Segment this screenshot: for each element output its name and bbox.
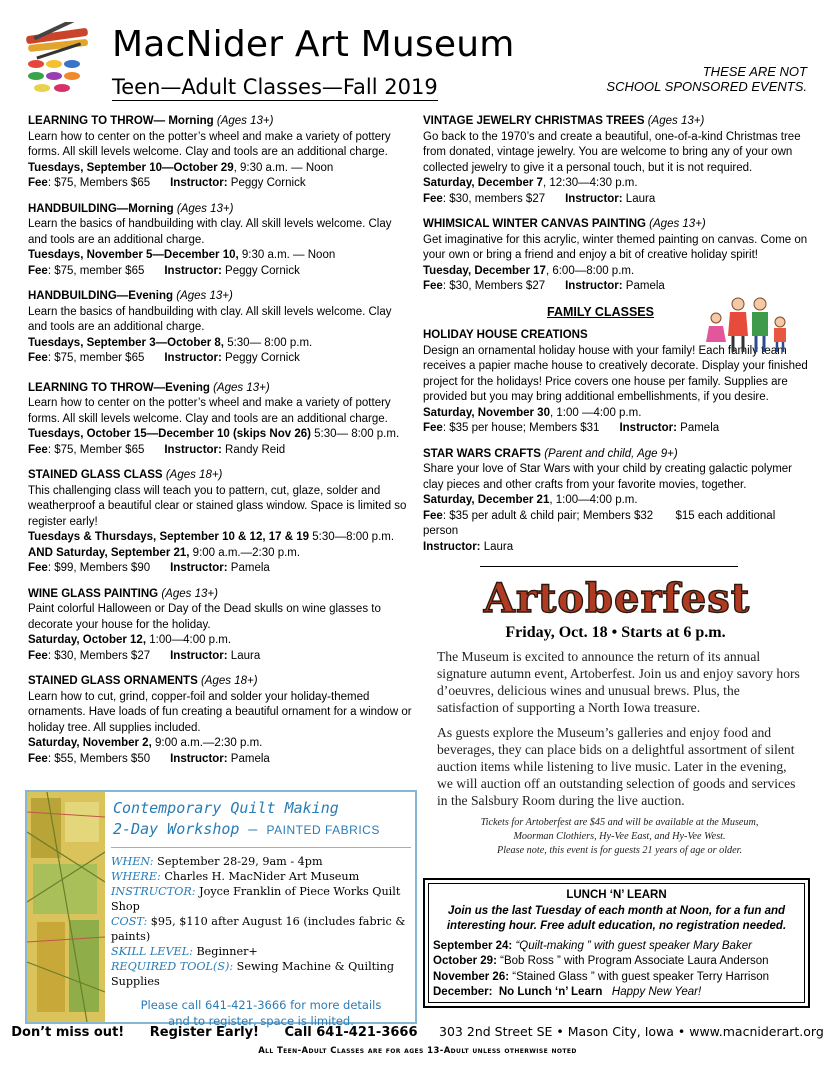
class-name: HOLIDAY HOUSE CREATIONS bbox=[423, 329, 588, 341]
artoberfest-description: The Museum is excited to announce the return of its annual signature autumn event, Artoberfest. Join us and enjoy savory hors d’oeuvres, delicious wines and unusual brews. Plus, the satisfaction of supporting a North Iowa treasure. As guests explore the Museum’s galleries and enjoy food and beverages, they can place bids on a delightful assortment of silent auction items while listening to live music. Later in the evening, we will auction off an outstanding selection of goods and services in the Salsbury Room during the live auction. bbox=[437, 649, 800, 808]
quilt-workshop-title: Contemporary Quilt Making bbox=[113, 799, 339, 817]
quilt-skill-level: Beginner+ bbox=[192, 945, 258, 958]
quilt-workshop-topic: PAINTED FABRICS bbox=[266, 823, 380, 837]
class-ages: (Ages 13+) bbox=[161, 587, 218, 600]
class-instructor: Laura bbox=[480, 540, 514, 553]
class-description: Learn the basics of handbuilding with clay. All skill levels welcome. Clay and tools are an additional charge. bbox=[28, 218, 392, 246]
class-fee: : $75, Member $65 bbox=[47, 443, 145, 456]
class-time: 9:30 a.m. — Noon bbox=[238, 249, 336, 261]
class-time: 1:00—4:00 p.m. bbox=[146, 634, 232, 646]
left-class-column bbox=[28, 114, 413, 777]
class-instructor: Peggy Cornick bbox=[227, 177, 306, 189]
class-instructor: Laura bbox=[622, 192, 656, 205]
footer-dont-miss: Don’t miss out! bbox=[11, 1025, 125, 1040]
footer-address: 303 2nd Street SE • Mason City, Iowa • www.macniderart.org bbox=[439, 1024, 824, 1039]
class-listing: VINTAGE JEWELRY CHRISTMAS TREES (Ages 13+) Go back to the 1970’s and create a beautiful, one-of-a-kind Christmas tree from donated, vintage jewelry. You are welcome to bring any of your own collected jewelry to give it a personal touch, but it is not required. Saturday, December 7, 12:30—4:30 p.m. Fee: $30, members $27 Instructor: Laura bbox=[423, 114, 808, 207]
artoberfest-logo bbox=[430, 568, 805, 624]
quilt-workshop-box: Contemporary Quilt Making 2-Day Workshop – PAINTED FABRICS WHEN: September 28-29, 9am - 4pm WHERE: Charles H. MacNider Art Museum INSTRUCTOR: Joyce Franklin of Piece Works Quilt Shop COST: $95, $110 after August 16 (includes fabric & paints) SKILL LEVEL: Beginner+ REQUIRED TOOL(S): Sewing Machine & Quilting Supplies Please call 641-421-3666 for more details and to register, space is limited. bbox=[25, 790, 417, 1024]
class-description: Get imaginative for this acrylic, winter themed painting on canvas. Come on your own or bring a friend and enjoy a bit of creative holiday spirit! bbox=[423, 233, 808, 261]
class-ages: (Ages 13+) bbox=[649, 218, 706, 230]
class-instructor: Laura bbox=[227, 649, 261, 662]
class-time-2: 9:00 a.m.—2:30 p.m. bbox=[189, 546, 301, 559]
divider bbox=[480, 566, 738, 567]
class-name: STAR WARS CRAFTS bbox=[423, 447, 541, 460]
class-ages: (Ages 18+) bbox=[165, 469, 223, 481]
class-listing: STAINED GLASS CLASS (Ages 18+) This challenging class will teach you to pattern, cut, glaze, solder and weatherproof a beautiful clear or stained glass window. Space is limited so register early! Tuesdays & Thursdays, September 10 & 12, 17 & 19 5:30—8:00 p.m. AND Saturday, September 21, 9:00 a.m.—2:30 p.m. Fee: $99, Members $90 Instructor: Pamela bbox=[28, 468, 413, 577]
class-fee: : $75, Members $65 bbox=[47, 177, 151, 189]
class-listing: HOLIDAY HOUSE CREATIONS Design an ornamental holiday house with your family! Each family team receives a papier mache house to creatively decorate. Display your finished project for the holidays! Price covers one house per family. Supplies are provided but you may bring additional embellishments, if you desire. Saturday, November 30, 1:00 —4:00 p.m. Fee: $35 per house; Members $31 Instructor: Pamela bbox=[423, 329, 808, 434]
class-time: , 1:00 —4:00 p.m. bbox=[549, 406, 642, 419]
class-name: VINTAGE JEWELRY CHRISTMAS TREES bbox=[423, 115, 645, 127]
class-fee: : $30, Members $27 bbox=[442, 280, 546, 292]
artoberfest-date: Friday, Oct. 18 • Starts at 6 p.m. bbox=[505, 624, 726, 641]
class-fee: : $75, member $65 bbox=[47, 352, 145, 364]
class-instructor: Pamela bbox=[676, 422, 720, 434]
class-description: Learn how to center on the potter’s wheel and make a variety of pottery forms. All skill levels welcome. Clay and tools are an additional charge. bbox=[28, 397, 391, 425]
class-ages: (Ages 13+) bbox=[647, 115, 705, 127]
lunch-n-learn-box bbox=[423, 878, 810, 1008]
class-instructor: Randy Reid bbox=[221, 443, 286, 456]
class-name: LEARNING TO THROW—Evening bbox=[28, 381, 210, 394]
quilt-when: September 28-29, 9am - 4pm bbox=[153, 855, 323, 868]
list-item: November 26: “Stained Glass ” with guest speaker Terry Harrison bbox=[433, 970, 769, 983]
class-time: , 12:30—4:30 p.m. bbox=[542, 177, 638, 189]
class-fee: : $55, Members $50 bbox=[47, 752, 151, 765]
class-time: , 9:30 a.m. — Noon bbox=[233, 161, 334, 174]
class-instructor: Pamela bbox=[227, 562, 270, 574]
class-dates: Tuesdays, October 15—December 10 (skips Nov 26) bbox=[28, 428, 311, 440]
class-listing: WHIMSICAL WINTER CANVAS PAINTING (Ages 13+) Get imaginative for this acrylic, winter themed painting on canvas. Come on your own or bring a friend and enjoy a bit of creative holiday spirit! Tuesday, December 17, 6:00—8:00 p.m. Fee: $30, Members $27 Instructor: Pamela bbox=[423, 218, 808, 292]
paint-palette-logo-icon bbox=[22, 22, 94, 98]
class-dates: Tuesdays, November 5—December 10, bbox=[28, 249, 239, 261]
class-dates: Tuesdays, September 10—October 29 bbox=[28, 161, 234, 174]
quilt-call-to-action: Please call 641-421-3666 for more details and to register, space is limited. bbox=[140, 998, 382, 1028]
class-description: This challenging class will teach you to pattern, cut, glaze, solder and weatherproof a beautiful clear or stained glass window. Space is limited so register early! bbox=[28, 484, 407, 528]
footer bbox=[0, 1024, 835, 1040]
class-dates: Tuesdays, September 3—October 8, bbox=[28, 336, 224, 349]
footer-phone: Call 641-421-3666 bbox=[284, 1025, 418, 1040]
quilt-workshop-subtitle: 2-Day Workshop – bbox=[113, 820, 258, 838]
class-listing: HANDBUILDING—Morning (Ages 13+) Learn the basics of handbuilding with clay. All skill levels welcome. Clay and tools are an additional charge. Tuesdays, November 5—December 10, 9:30 a.m. — Noon Fee: $75, member $65 Instructor: Peggy Cornick bbox=[28, 202, 413, 280]
class-description: Paint colorful Halloween or Day of the Dead skulls on wine glasses to decorate your house for the holiday. bbox=[28, 603, 381, 631]
class-fee: : $30, members $27 bbox=[442, 192, 546, 205]
class-time: 9:00 a.m.—2:30 p.m. bbox=[151, 737, 263, 749]
class-dates: Tuesday, December 17 bbox=[423, 264, 546, 277]
class-name: WINE GLASS PAINTING bbox=[28, 587, 159, 600]
class-name: LEARNING TO THROW— Morning bbox=[28, 115, 214, 127]
footer-register: Register Early! bbox=[149, 1025, 259, 1040]
class-ages: (Ages 13+) bbox=[216, 115, 274, 127]
lunch-n-learn-heading: LUNCH ‘N’ LEARN bbox=[566, 889, 667, 901]
class-name: STAINED GLASS CLASS bbox=[28, 469, 163, 481]
lunch-n-learn-intro: Join us the last Tuesday of each month at Noon, for a fun and interesting hour. Free adult education, no registration needed. bbox=[446, 904, 787, 932]
class-dates: Saturday, November 30 bbox=[423, 406, 550, 419]
quilt-image bbox=[27, 792, 105, 1022]
class-instructor: Peggy Cornick bbox=[221, 264, 300, 277]
class-time: , 6:00—8:00 p.m. bbox=[545, 264, 635, 277]
class-dates: Saturday, November 2, bbox=[28, 737, 152, 749]
quilt-instructor: Joyce Franklin of Piece Works Quilt Shop bbox=[111, 885, 401, 913]
class-time: 5:30— 8:00 p.m. bbox=[224, 336, 313, 349]
class-fee: : $30, Members $27 bbox=[47, 649, 151, 662]
class-instructor: Pamela bbox=[227, 752, 270, 765]
class-listing: LEARNING TO THROW—Evening (Ages 13+) Learn how to center on the potter’s wheel and make a variety of pottery forms. All skill levels welcome. Clay and tools are an additional charge. Tuesdays, October 15—December 10 (skips Nov 26) 5:30— 8:00 p.m. Fee: $75, Member $65 Instructor: Randy Reid bbox=[28, 381, 413, 459]
list-item: September 24: “Quilt-making ” with guest speaker Mary Baker bbox=[433, 939, 752, 952]
class-name: STAINED GLASS ORNAMENTS bbox=[28, 675, 198, 687]
class-description: Go back to the 1970’s and create a beautiful, one-of-a-kind Christmas tree from donated, vintage jewelry. You are welcome to bring any of your own collected jewelry to give it a personal touch, but it is not required. bbox=[423, 130, 801, 174]
class-listing: WINE GLASS PAINTING (Ages 13+) Paint colorful Halloween or Day of the Dead skulls on wine glasses to decorate your house for the holiday. Saturday, October 12, 1:00—4:00 p.m. Fee: $30, Members $27 Instructor: Laura bbox=[28, 587, 413, 665]
family-clipart-icon bbox=[704, 296, 790, 354]
class-dates-2: AND Saturday, September 21, bbox=[28, 546, 190, 559]
artoberfest-ticket-info: Tickets for Artoberfest are $45 and will be available at the Museum, Moorman Clothiers, Hy-Vee East, and Hy-Vee West. Please note, this event is for guests 21 years of age or older. bbox=[480, 817, 759, 856]
class-listing: STAR WARS CRAFTS (Parent and child, Age 9+) Share your love of Star Wars with your child by creating galactic polymer clay pieces and other crafts from your favorite movies, together. Saturday, December 21, 1:00—4:00 p.m. Fee: $35 per adult & child pair; Members $32 $15 each additional person Instructor: Laura bbox=[423, 447, 808, 556]
class-dates: Saturday, October 12, bbox=[28, 634, 147, 646]
class-time: 5:30—8:00 p.m. bbox=[309, 531, 395, 543]
class-dates: Saturday, December 7 bbox=[423, 177, 543, 189]
class-description: Share your love of Star Wars with your child by creating galactic polymer clay pieces and other crafts from your favorite movies, together. bbox=[423, 463, 793, 491]
class-fee: : $35 per house; Members $31 bbox=[442, 422, 600, 434]
class-name: HANDBUILDING—Morning bbox=[28, 202, 174, 215]
class-fee: : $99, Members $90 bbox=[47, 562, 151, 574]
class-description: Learn the basics of handbuilding with clay. All skill levels welcome. Clay and tools are an additional charge. bbox=[28, 305, 392, 333]
class-dates: Saturday, December 21 bbox=[423, 494, 550, 506]
class-ages: (Ages 18+) bbox=[200, 675, 258, 687]
class-dates: Tuesdays & Thursdays, September 10 & 12, 17 & 19 bbox=[28, 531, 310, 543]
class-name: HANDBUILDING—Evening bbox=[28, 290, 174, 302]
class-ages: (Ages 13+) bbox=[176, 290, 233, 302]
not-school-sponsored-notice: THESE ARE NOT SCHOOL SPONSORED EVENTS. bbox=[606, 64, 807, 94]
class-ages: (Parent and child, Age 9+) bbox=[544, 447, 678, 460]
divider bbox=[111, 847, 411, 848]
class-ages: (Ages 13+) bbox=[176, 202, 234, 215]
class-fee: : $75, member $65 bbox=[47, 264, 145, 277]
artoberfest-logo-text: Artoberfest bbox=[483, 575, 751, 622]
class-listing: HANDBUILDING—Evening (Ages 13+) Learn the basics of handbuilding with clay. All skill levels welcome. Clay and tools are an additional charge. Tuesdays, September 3—October 8, 5:30— 8:00 p.m. Fee: $75, member $65 Instructor: Peggy Cornick bbox=[28, 289, 413, 367]
class-fee: : $35 per adult & child pair; Members $32 $15 each additional person bbox=[423, 509, 779, 537]
class-description: Design an ornamental holiday house with your family! Each family team receives a papier mache house to creatively decorate. Display your finished project for the holidays! Price covers one house per family. Supplies are provided but you may bring additional embellishments, if you desire. bbox=[423, 344, 808, 403]
list-item: December: No Lunch ‘n’ Learn Happy New Year! bbox=[433, 986, 702, 998]
museum-title: MacNider Art Museum bbox=[112, 24, 515, 65]
class-name: WHIMSICAL WINTER CANVAS PAINTING bbox=[423, 218, 646, 230]
class-instructor: Peggy Cornick bbox=[221, 352, 300, 364]
quilt-where: Charles H. MacNider Art Museum bbox=[160, 870, 360, 883]
class-time: , 1:00—4:00 p.m. bbox=[549, 494, 638, 506]
class-ages: (Ages 13+) bbox=[213, 381, 270, 394]
class-time: 5:30— 8:00 p.m. bbox=[310, 428, 400, 440]
class-listing: LEARNING TO THROW— Morning (Ages 13+) Learn how to center on the potter’s wheel and make a variety of pottery forms. All skill levels welcome. Clay and tools are an additional charge. Tuesdays, September 10—October 29, 9:30 a.m. — Noon Fee: $75, Members $65 Instructor: Peggy Cornick bbox=[28, 114, 413, 192]
page-subtitle: Teen—Adult Classes—Fall 2019 bbox=[112, 75, 438, 99]
footer-age-note: All Teen-Adult Classes are for ages 13-Adult unless otherwise noted bbox=[258, 1046, 577, 1056]
quilt-tools: Sewing Machine & Quilting Supplies bbox=[111, 960, 395, 988]
class-listing: STAINED GLASS ORNAMENTS (Ages 18+) Learn how to cut, grind, copper-foil and solder your holiday-themed ornaments. Have loads of fun creating a beautiful ornament for a window or holiday tree. All supplies included. Saturday, November 2, 9:00 a.m.—2:30 p.m. Fee: $55, Members $50 Instructor: Pamela bbox=[28, 675, 412, 765]
quilt-cost: $95, $110 after August 16 (includes fabric & paints) bbox=[111, 915, 406, 943]
class-description: Learn how to cut, grind, copper-foil and solder your holiday-themed ornaments. Have loads of fun creating a beautiful ornament for a window or holiday tree. All supplies included. bbox=[28, 690, 412, 734]
family-classes-heading: FAMILY CLASSES bbox=[547, 304, 654, 319]
list-item: October 29: “Bob Ross ” with Program Associate Laura Anderson bbox=[433, 955, 769, 967]
class-instructor: Pamela bbox=[622, 280, 665, 292]
class-description: Learn how to center on the potter’s wheel and make a variety of pottery forms. All skill levels welcome. Clay and tools are an additional charge. bbox=[28, 130, 391, 158]
